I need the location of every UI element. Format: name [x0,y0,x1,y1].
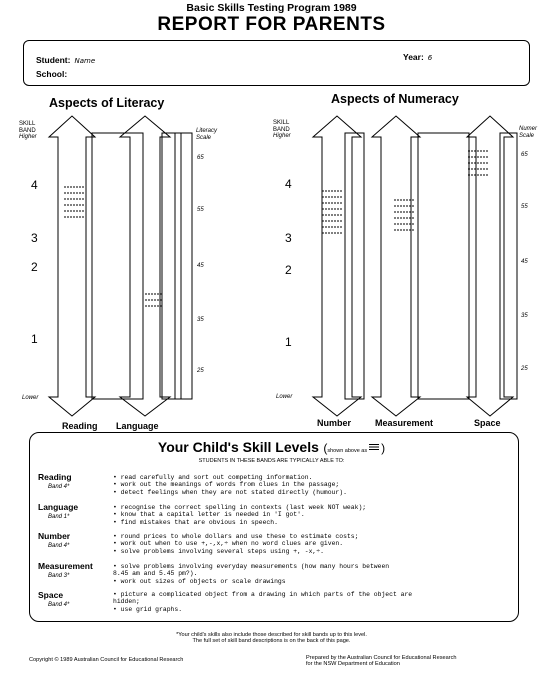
aspect-reading-name: Reading [38,472,72,482]
numeracy-scale-55: 55 [521,204,528,210]
skill-levels-subtitle: STUDENTS IN THESE BANDS ARE TYPICALLY ABLE TO: [198,458,345,464]
literacy-band-1: 1 [31,332,38,346]
space-arrow-column [467,116,513,416]
literacy-band-2: 2 [31,260,38,274]
number-arrow-column [313,116,361,416]
aspect-space-band: Band 4* [48,602,70,608]
aspect-reading-band: Band 4* [48,484,70,490]
indicator-swatch-icon [369,444,379,451]
reading-indicator [64,187,84,217]
literacy-lower-label: Lower [22,395,39,401]
literacy-scale-column [175,133,192,399]
numeracy-band-2: 2 [285,263,292,277]
skill-levels-title: Your Child's Skill Levels [157,439,319,455]
year-field: Year: 6 [403,52,433,62]
measurement-arrow-column [372,116,420,416]
number-result-column [345,133,364,399]
number-indicator [322,191,342,233]
numeracy-scale-title: Numer Scale [519,126,538,139]
reading-arrow-column [49,116,95,416]
numeracy-scale-35: 35 [521,313,528,319]
aspect-number-band: Band 4* [48,543,70,549]
aspect-number-name: Number [38,531,71,541]
numeracy-band-1: 1 [285,335,292,349]
aspect-language-band: Band 1* [48,514,70,520]
space-column-label: Space [474,418,501,428]
student-field: Student: Name [36,55,96,65]
aspect-measurement-band: Band 3* [48,573,70,579]
language-column-label: Language [116,421,159,431]
measurement-result-column [418,133,469,399]
numeracy-heading: Aspects of Numeracy [331,92,459,106]
literacy-scale-25: 25 [197,368,204,374]
numeracy-band-3: 3 [285,231,292,245]
numeracy-scale-column [500,133,517,399]
measurement-column-label: Measurement [375,418,434,428]
numeracy-skill-band-label: SKILL BAND Higher [273,120,291,139]
reading-result-column [92,133,143,399]
report-title: REPORT FOR PARENTS [157,14,386,35]
aspect-number-descriptions: • round prices to whole dollars and use these to estimate costs; • work out when to use +,-,x,÷ when no word clues are given. • solve problems involving several steps using +, -x,÷. [113,533,359,555]
language-result-column [162,133,181,399]
aspect-space-descriptions: • picture a complicated object from a drawing in which parts of the object are hidden; • use grid graphs. [113,591,413,613]
aspect-language-descriptions: • recognise the correct spelling in contexts (last week NOT weak); • know that a capital letter is needed in 'I got'. • find mistakes that are obvious in speech. [113,504,367,526]
skill-levels-heading: Your Child's Skill Levels (shown above as ) [157,439,386,455]
numeracy-scale-65: 65 [521,152,528,158]
literacy-band-4: 4 [31,178,38,192]
literacy-skill-band-label: SKILL BAND Higher [19,121,37,140]
aspect-measurement-name: Measurement [38,561,93,571]
literacy-scale-45: 45 [197,263,204,269]
aspect-reading-descriptions: • read carefully and sort out competing information. • work out the meanings of words from clues in the passage; • detect feelings when they are not stated directly (humour). [113,474,347,496]
prepared-by-notice: Prepared by the Australian Council for Educational Research for the NSW Department of Education [306,655,457,667]
copyright-notice: Copyright © 1989 Australian Council for Educational Research [29,657,184,663]
literacy-scale-title: Literacy Scale [196,128,218,141]
aspect-space-name: Space [38,590,64,600]
literacy-scale-55: 55 [197,207,204,213]
shown-above-note: shown above as [327,448,368,454]
school-field: School: [36,69,68,79]
numeracy-band-4: 4 [285,177,292,191]
aspect-language-name: Language [38,502,79,512]
reading-column-label: Reading [62,421,98,431]
student-name-value: Name [74,57,96,65]
numeracy-scale-45: 45 [521,259,528,265]
year-value: 6 [427,54,433,62]
space-indicator [468,151,488,175]
aspect-measurement-descriptions: • solve problems involving everyday measurements (how many hours between 8.45 am and 5.45 pm?). • work out sizes of objects or scale drawings [113,563,390,585]
number-column-label: Number [317,418,352,428]
literacy-scale-35: 35 [197,317,204,323]
numeracy-scale-25: 25 [521,366,528,372]
literacy-heading: Aspects of Literacy [49,96,165,110]
footnote: *Your child's skills also include those described for skill bands up to this level. The full set of skill band descriptions is on the back of this page. [176,632,367,644]
literacy-scale-65: 65 [197,155,204,161]
literacy-band-3: 3 [31,231,38,245]
numeracy-lower-label: Lower [276,394,293,400]
program-title: Basic Skills Testing Program 1989 [186,2,357,14]
